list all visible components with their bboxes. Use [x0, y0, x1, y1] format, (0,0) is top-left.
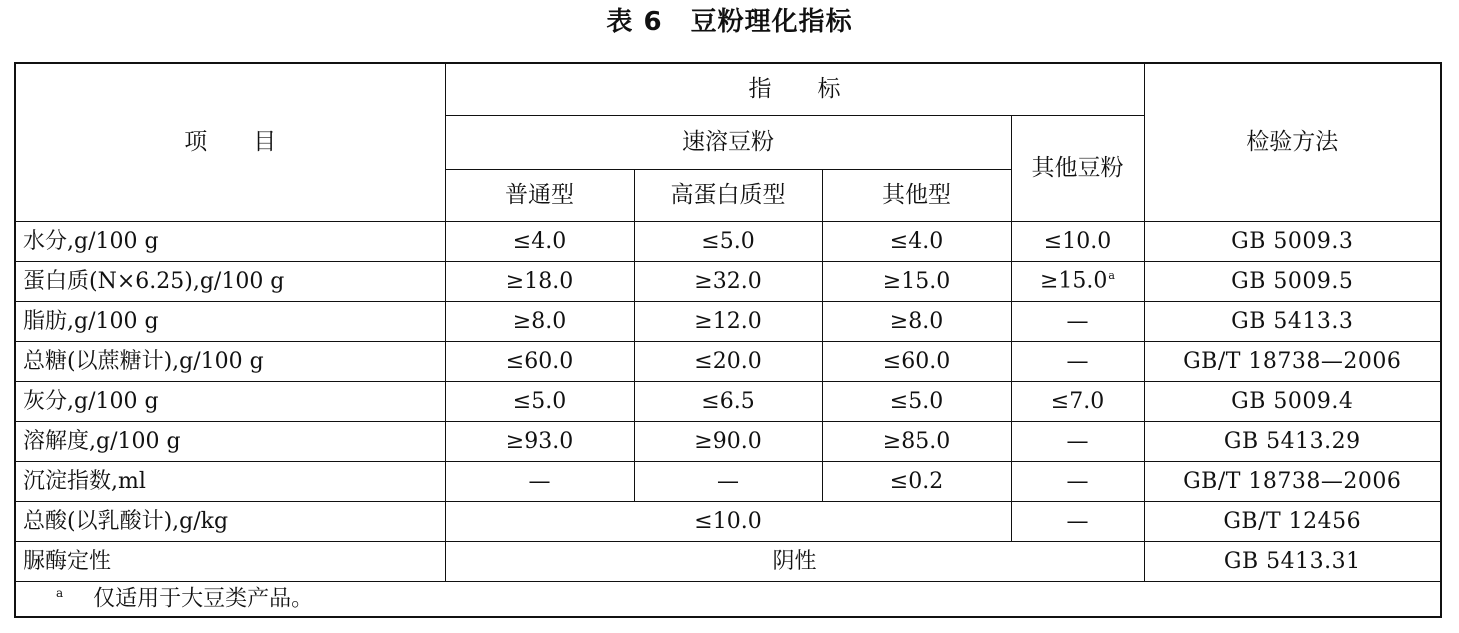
- row-item: 水分,g/100 g: [15, 222, 445, 262]
- cell-value: ≤5.0: [822, 382, 1011, 422]
- row-method: GB 5009.4: [1144, 382, 1441, 422]
- cell-value: ≤7.0: [1011, 382, 1144, 422]
- footnote-mark: a: [56, 586, 64, 601]
- table-caption: [0, 4, 1459, 40]
- row-method: GB 5009.3: [1144, 222, 1441, 262]
- header-row-1: [15, 63, 1441, 116]
- cell-value: —: [1011, 342, 1144, 382]
- cell-value-footnoted: [1011, 262, 1144, 302]
- row-item: 蛋白质(N×6.25),g/100 g: [15, 262, 445, 302]
- cell-value-merged: 阴性: [445, 542, 1144, 582]
- row-item: 总酸(以乳酸计),g/kg: [15, 502, 445, 542]
- row-item: 溶解度,g/100 g: [15, 422, 445, 462]
- cell-value-merged: ≤10.0: [445, 502, 1011, 542]
- header-subtype-regular: 普通型: [445, 170, 634, 222]
- cell-value: ≥93.0: [445, 422, 634, 462]
- table-row: [15, 342, 1441, 382]
- row-item: 脲酶定性: [15, 542, 445, 582]
- cell-value: ≥90.0: [634, 422, 822, 462]
- row-method: GB 5413.3: [1144, 302, 1441, 342]
- cell-value: ≥12.0: [634, 302, 822, 342]
- cell-value: —: [1011, 302, 1144, 342]
- table-number: 表 6: [606, 7, 663, 37]
- spec-table: [14, 62, 1442, 618]
- row-item: 脂肪,g/100 g: [15, 302, 445, 342]
- cell-value: ≥18.0: [445, 262, 634, 302]
- header-method: 检验方法: [1144, 63, 1441, 222]
- row-method: GB/T 18738—2006: [1144, 462, 1441, 502]
- cell-value: ≤20.0: [634, 342, 822, 382]
- cell-value: —: [1011, 462, 1144, 502]
- cell-value: ≤10.0: [1011, 222, 1144, 262]
- table-row: [15, 542, 1441, 582]
- row-method: GB 5413.29: [1144, 422, 1441, 462]
- cell-value: ≤6.5: [634, 382, 822, 422]
- header-subtype-high-protein: 高蛋白质型: [634, 170, 822, 222]
- footnote-ref: a: [1108, 269, 1115, 283]
- header-item: 项 目: [15, 63, 445, 222]
- footnote-row: [15, 582, 1441, 618]
- cell-value: ≥8.0: [445, 302, 634, 342]
- cell-value: —: [1011, 422, 1144, 462]
- cell-value: ≤60.0: [445, 342, 634, 382]
- cell-value: ≤5.0: [634, 222, 822, 262]
- cell-value: ≥8.0: [822, 302, 1011, 342]
- row-item: 总糖(以蔗糖计),g/100 g: [15, 342, 445, 382]
- row-method: GB 5413.31: [1144, 542, 1441, 582]
- cell-value: —: [445, 462, 634, 502]
- header-indicator: 指 标: [445, 63, 1144, 116]
- row-item: 灰分,g/100 g: [15, 382, 445, 422]
- table-row: [15, 262, 1441, 302]
- row-method: GB/T 18738—2006: [1144, 342, 1441, 382]
- table-row: [15, 382, 1441, 422]
- cell-value: ≤4.0: [445, 222, 634, 262]
- cell-value: —: [634, 462, 822, 502]
- cell-value: ≤5.0: [445, 382, 634, 422]
- table-title: 豆粉理化指标: [690, 7, 853, 37]
- table-row: [15, 302, 1441, 342]
- header-subtype-other: 其他型: [822, 170, 1011, 222]
- row-item: 沉淀指数,ml: [15, 462, 445, 502]
- header-instant: 速溶豆粉: [445, 116, 1011, 170]
- row-method: GB/T 12456: [1144, 502, 1441, 542]
- table-row: [15, 422, 1441, 462]
- table-row: [15, 222, 1441, 262]
- table-row: [15, 502, 1441, 542]
- footnote-text: 仅适用于大豆类产品。: [93, 586, 314, 612]
- cell-value: —: [1011, 502, 1144, 542]
- cell-value: ≥85.0: [822, 422, 1011, 462]
- header-other-powder: 其他豆粉: [1011, 116, 1144, 222]
- cell-value: ≤60.0: [822, 342, 1011, 382]
- table-row: [15, 462, 1441, 502]
- cell-value-text: ≥15.0: [1040, 268, 1108, 294]
- cell-value: ≥15.0: [822, 262, 1011, 302]
- cell-value: ≤0.2: [822, 462, 1011, 502]
- row-method: GB 5009.5: [1144, 262, 1441, 302]
- cell-value: ≥32.0: [634, 262, 822, 302]
- cell-value: ≤4.0: [822, 222, 1011, 262]
- footnote: [15, 582, 1441, 618]
